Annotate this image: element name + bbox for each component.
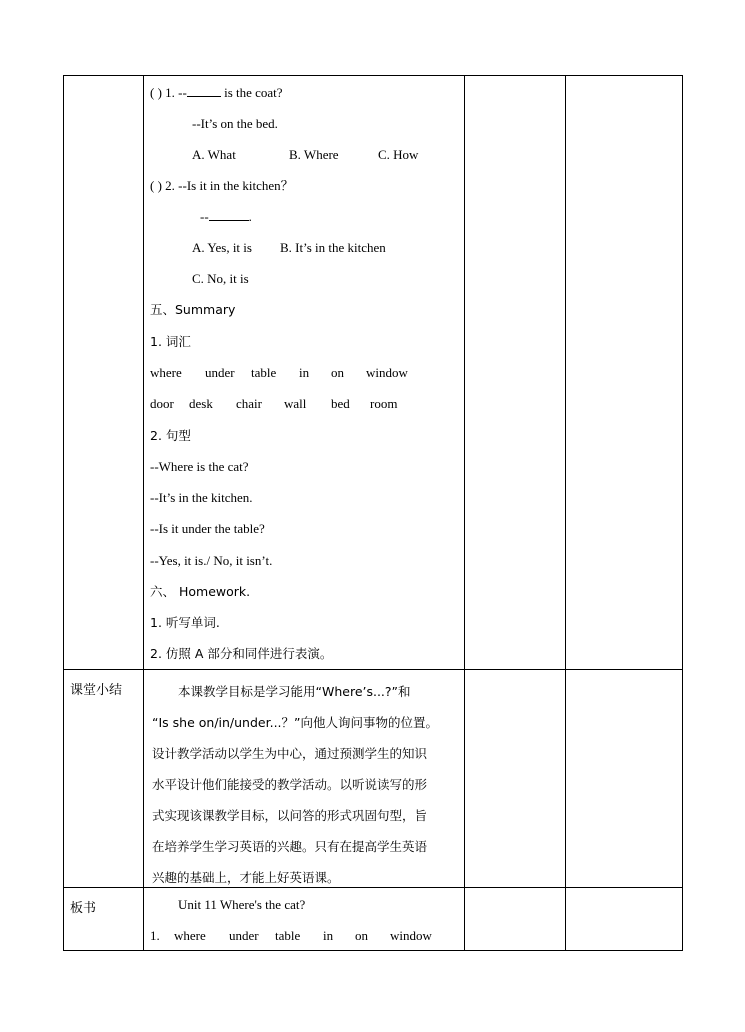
q2-blank [209,209,249,221]
empty-cell [566,888,683,951]
sentence-line: --Yes, it is./ No, it isn’t. [150,553,273,568]
summary-line-text: 本课教学目标是学习能用“Where’s...?”和 [178,684,411,699]
q2-option-b: B. It’s in the kitchen [280,240,386,255]
summary-line: 兴趣的基础上，才能上好英语课。 [152,870,340,885]
empty-cell [465,888,566,951]
sentence-line: --Is it under the table? [150,521,265,536]
summary-line: 在培养学生学习英语的兴趣。只有在提高学生英语 [152,839,428,854]
lesson-summary-paragraph [152,676,458,893]
board-word: on [355,928,368,943]
summary-line: 设计教学活动以学生为中心，通过预测学生的知识 [152,746,428,761]
q2-option-a: A. Yes, it is [192,240,252,255]
board-word: window [390,928,432,943]
q1-suffix: is the coat? [220,85,283,100]
q1-answer-line: --It’s on the bed. [192,116,278,131]
vocab-word: on [331,365,344,380]
sentence-line: --Where is the cat? [150,459,249,474]
q2-answer-suffix: . [248,209,252,224]
vocab-word: chair [236,396,262,411]
empty-cell [566,670,683,888]
lesson-summary-content-cell [144,670,465,888]
board-row-number: 1. [150,928,160,943]
summary-line: “Is she on/in/under...？”向他人询问事物的位置。 [152,715,438,730]
lesson-summary-label: 课堂小结 [70,683,123,698]
board-word: in [323,928,334,943]
vocab-word: under [205,365,235,380]
vocab-heading: 1. 词汇 [150,334,191,349]
q2-answer-prefix: -- [200,209,209,224]
teaching-content-cell [144,76,465,670]
q1-blank [187,85,221,97]
row-label-empty [64,76,144,670]
q2-option-c: C. No, it is [192,271,249,286]
homework-item: 2. 仿照 A 部分和同伴进行表演。 [150,646,333,661]
board-word: where [174,928,206,943]
lesson-summary-row [64,670,683,888]
q2-answer-line [200,209,252,225]
lesson-summary-label-cell [64,670,144,888]
vocab-word: where [150,365,182,380]
empty-cell [465,670,566,888]
vocab-word: room [370,396,398,411]
vocab-word: door [150,396,174,411]
empty-cell [465,76,566,670]
board-word: table [275,928,301,943]
sentence-line: --It’s in the kitchen. [150,490,253,505]
vocab-word: desk [189,396,213,411]
empty-cell [566,76,683,670]
board-word: under [229,928,259,943]
q1-prefix: ( ) 1. -- [150,85,187,100]
blackboard-label-cell [64,888,144,951]
teaching-process-row [64,76,683,670]
vocab-word: in [299,365,310,380]
sentence-heading: 2. 句型 [150,428,191,443]
q1-option-b: B. Where [289,147,339,162]
blackboard-row [64,888,683,951]
summary-heading: 五、Summary [150,302,236,317]
vocab-word: table [251,365,277,380]
vocab-word: bed [331,396,350,411]
exercise-q1 [150,85,283,101]
vocab-word: wall [284,396,307,411]
blackboard-label: 板书 [70,901,97,916]
summary-line: 式实现该课教学目标，以问答的形式巩固句型，旨 [152,808,428,823]
summary-line [152,676,458,707]
vocab-word: window [366,365,408,380]
blackboard-title: Unit 11 Where's the cat? [178,897,306,912]
homework-item: 1. 听写单词. [150,615,220,630]
q1-option-c: C. How [378,147,419,162]
exercise-q2: ( ) 2. --Is it in the kitchen？ [150,178,294,193]
q1-option-a: A. What [192,147,236,162]
summary-line: 水平设计他们能接受的教学活动。以听说读写的形 [152,777,428,792]
homework-heading: 六、 Homework. [150,584,251,599]
lesson-plan-table [63,75,683,951]
blackboard-content-cell [144,888,465,951]
